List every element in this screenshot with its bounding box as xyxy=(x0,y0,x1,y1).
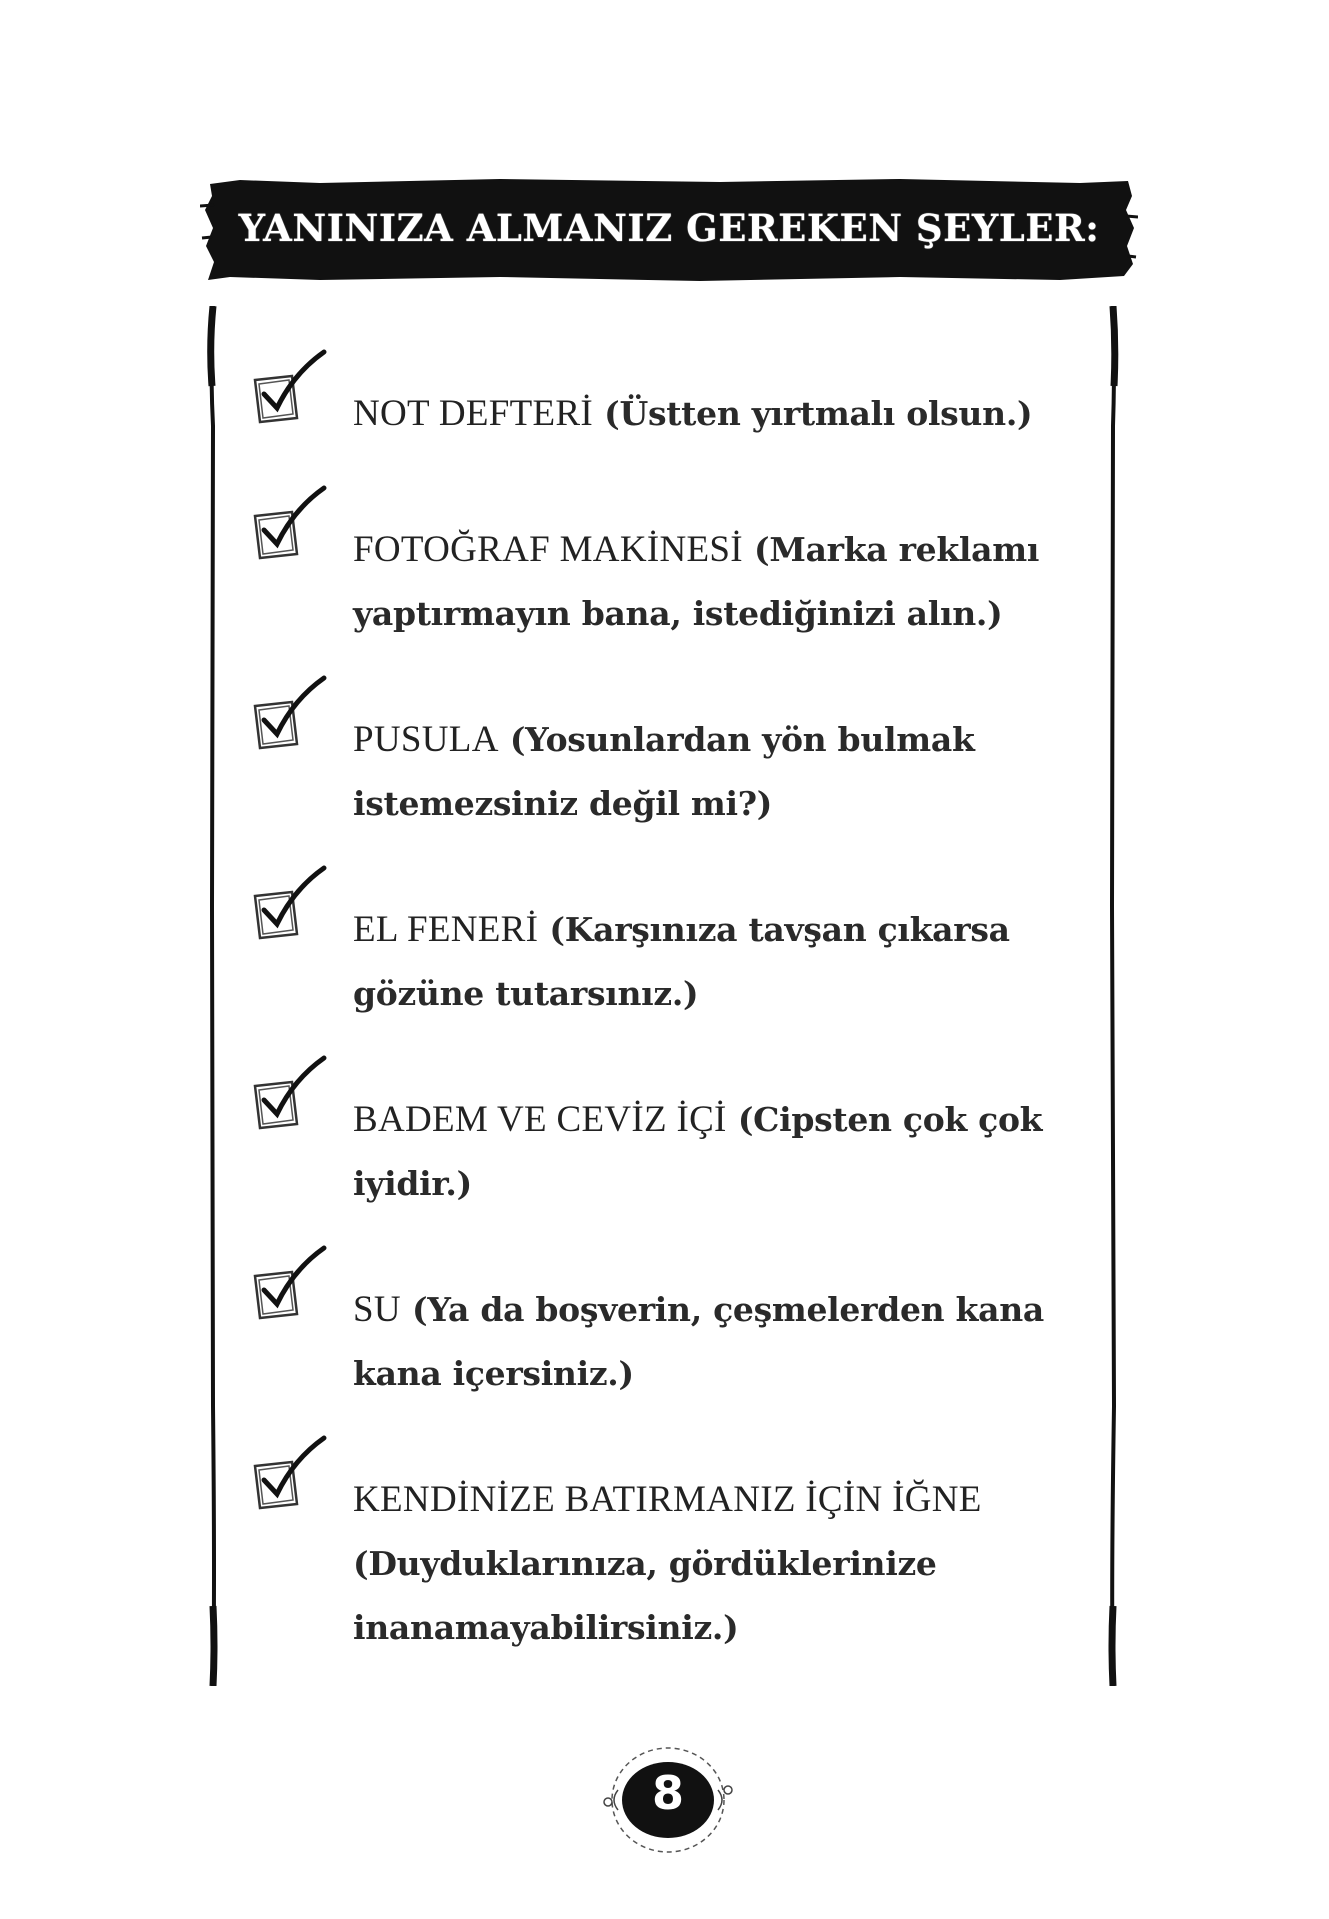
page-number: 8 xyxy=(651,1766,684,1820)
item-note: (Yosunlardan yön bulmak istemezsiniz değil mi?) xyxy=(353,720,975,823)
right-border-line xyxy=(1106,306,1120,1686)
item-note: (Karşınıza tavşan çıkarsa gözüne tutarsınız.) xyxy=(353,910,1010,1013)
item-note: (Ya da boşverin, çeşmelerden kana kana içersiniz.) xyxy=(353,1290,1044,1393)
section-banner xyxy=(200,176,1138,284)
item-label: BADEM VE CEVİZ İÇİ xyxy=(353,1099,727,1140)
checkbox-check-icon xyxy=(250,864,330,944)
checkbox-check-icon xyxy=(250,674,330,754)
item-note: (Üstten yırtmalı olsun.) xyxy=(604,394,1033,433)
left-border-line xyxy=(206,306,220,1686)
item-note: (Duyduklarınıza, gördüklerinize inanamayabilirsiniz.) xyxy=(353,1544,937,1647)
item-label: SU xyxy=(353,1289,401,1330)
checkbox-check-icon xyxy=(250,1244,330,1324)
item-label: FOTOĞRAF MAKİNESİ xyxy=(353,529,743,570)
item-label: PUSULA xyxy=(353,719,499,760)
banner-title: YANINIZA ALMANIZ GEREKEN ŞEYLER: xyxy=(238,206,1100,250)
checkbox-check-icon xyxy=(250,1054,330,1134)
checkbox-check-icon xyxy=(250,484,330,564)
page-number-badge xyxy=(588,1740,748,1860)
item-note: (Cipsten çok çok iyidir.) xyxy=(353,1100,1043,1203)
item-label: NOT DEFTERİ xyxy=(353,393,594,434)
item-label: KENDİNİZE BATIRMANIZ İÇİN İĞNE xyxy=(353,1479,982,1520)
item-note: (Marka reklamı yaptırmayın bana, istediğinizi alın.) xyxy=(353,530,1040,633)
item-label: EL FENERİ xyxy=(353,909,539,950)
checkbox-check-icon xyxy=(250,348,330,428)
checkbox-check-icon xyxy=(250,1434,330,1514)
